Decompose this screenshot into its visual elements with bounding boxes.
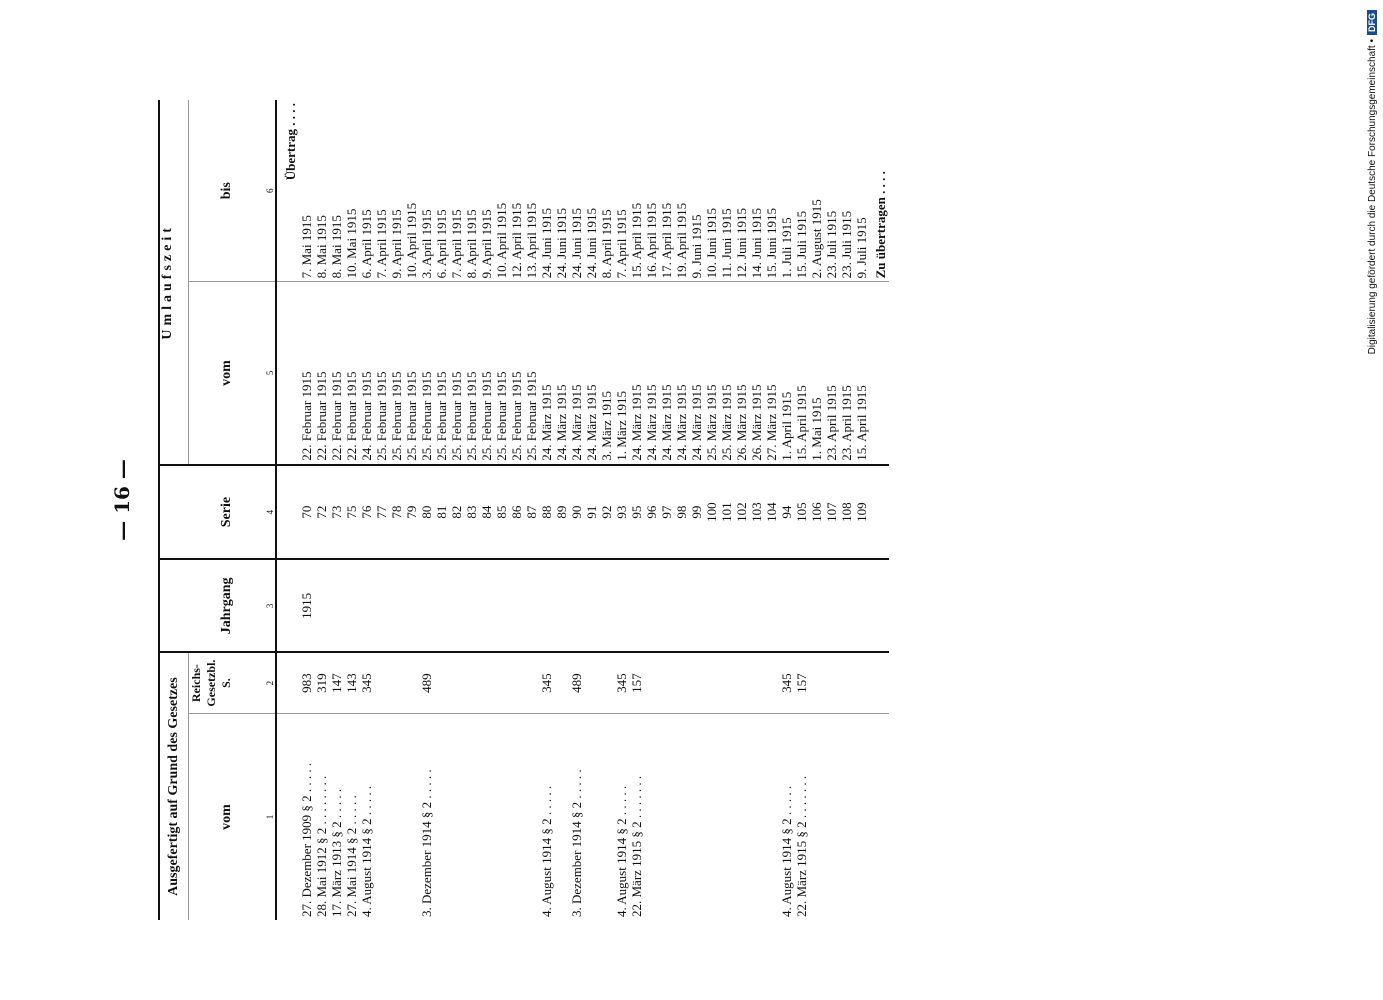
umlauf-bis-line: 8. Mai 1915 [314,215,329,279]
jahrgang [539,559,569,652]
umlauf-von-line: 25. März 1915 [719,384,734,461]
umlauf-bis-line: 1. Juli 1915 [779,217,794,279]
rgbl-page [539,652,569,713]
umlauf-bis-line: 11. Juni 1915 [719,208,734,279]
serie [614,465,629,560]
umlauf-von-line: 22. Februar 1915 [344,371,359,461]
umlauf-bis-line: 7. Mai 1915 [299,215,314,279]
umlauf-von-line: 22. Februar 1915 [299,371,314,461]
umlauf-bis [344,100,359,282]
serie-line: 102 [734,502,749,522]
umlauf-bis-line: 15. Juli 1915 [794,210,809,279]
umlauf-von [539,282,569,465]
table-row [569,100,614,920]
rgbl-page [329,652,344,713]
law-date [314,713,329,920]
rgbl-page [344,652,359,713]
umlauf-von-line: 27. März 1915 [764,384,779,461]
rgbl-page-text: 345 [614,673,629,693]
jahrgang-text: 1915 [299,592,314,619]
serie-line: 104 [764,502,779,522]
colnum-2: 2 [265,652,276,713]
umlauf-bis-line: 10. Juni 1915 [704,207,719,279]
umlauf-von-line: 25. Februar 1915 [494,371,509,461]
serie-line: 94 [779,505,794,519]
law-date-text: 4. August 1914 § 2 . . . . . [779,785,794,917]
umlauf-bis [569,100,614,282]
umlauf-von-line: 24. März 1915 [659,384,674,461]
serie [794,465,869,560]
jahrgang [329,559,344,652]
rgbl-page-text: 157 [629,673,644,693]
jahrgang [359,559,419,652]
rgbl-page [779,652,794,713]
umlauf-von-line: 1. Mai 1915 [809,397,824,461]
header-bis: bis [189,100,266,282]
umlauf-von-line: 24. Februar 1915 [359,371,374,461]
umlauf-bis-line: 14. Juni 1915 [749,207,764,279]
law-date-text: 17. März 1913 § 2 . . . . . [329,788,344,917]
umlauf-von-line: 25. Februar 1915 [509,371,524,461]
rotated-document-page [110,80,1240,920]
serie-line: 81 [434,505,449,519]
umlauf-bis-line: 24. Juni 1915 [569,207,584,279]
serie [359,465,419,560]
serie-line: 87 [524,505,539,519]
serie [314,465,329,560]
colnum-6: 6 [265,100,276,282]
umlauf-von-line: 24. März 1915 [539,384,554,461]
serie-line: 105 [794,502,809,522]
umlauf-von [329,282,344,465]
umlauf-bis-line: 23. Juli 1915 [839,210,854,279]
umlauf-von-line: 25. Februar 1915 [449,371,464,461]
rgbl-page-text: 983 [299,673,314,693]
table-row [629,100,779,920]
umlauf-von-line: 23. April 1915 [824,385,839,461]
table-row [344,100,359,920]
colnum-3: 3 [265,559,276,652]
umlauf-von-line: 26. März 1915 [749,384,764,461]
umlauf-von-line: 1. April 1915 [779,391,794,461]
rgbl-page [629,652,779,713]
rgbl-page [359,652,419,713]
umlauf-bis-line: 6. April 1915 [434,209,449,279]
law-date [569,713,614,920]
umlauf-bis [779,100,794,282]
umlauf-von-line: 25. März 1915 [704,384,719,461]
law-date-text: 4. August 1914 § 2 . . . . . [539,785,554,917]
umlauf-von-line: 24. März 1915 [689,384,704,461]
jahrgang [614,559,629,652]
umlauf-bis [314,100,329,282]
jahrgang [629,559,779,652]
serie-line: 77 [374,505,389,519]
serie-line: 103 [749,502,764,522]
law-date-text: 22. März 1915 § 2 . . . . . . . [794,775,809,917]
umlauf-bis [299,100,314,282]
umlauf-von-line: 15. April 1915 [854,385,869,461]
umlauf-bis-line: 2. August 1915 [809,199,824,279]
serie-line: 82 [449,505,464,519]
umlauf-bis [419,100,539,282]
umlauf-bis-line: 8. Mai 1915 [329,215,344,279]
table-row [329,100,344,920]
umlauf-von-line: 23. April 1915 [839,385,854,461]
serie [299,465,314,560]
rgbl-page-text: 157 [794,673,809,693]
umlauf-von [629,282,779,465]
umlauf-von-line: 24. März 1915 [674,384,689,461]
table-row [314,100,329,920]
serie-line: 73 [329,505,344,519]
rgbl-page [614,652,629,713]
umlauf-bis-line: 10. Mai 1915 [344,208,359,279]
umlauf-bis [794,100,869,282]
serie-line: 84 [479,505,494,519]
law-date-text: 27. Dezember 1909 § 2 . . . . . [299,762,314,917]
law-date-text: 4. August 1914 § 2 . . . . . [359,785,374,917]
zu-uebertragen-label: Zu übertragen . . . . [869,100,889,282]
law-date-text: 28. Mai 1912 § 2 . . . . . . . . [314,775,329,917]
umlauf-von-line: 24. März 1915 [569,384,584,461]
table-row [299,100,314,920]
serie-line: 93 [614,505,629,519]
rgbl-page [794,652,869,713]
table-row [359,100,419,920]
serie-line: 109 [854,502,869,522]
rgbl-page [419,652,539,713]
rgbl-page-text: 143 [344,673,359,693]
serie-line: 107 [824,502,839,522]
jahrgang [794,559,869,652]
umlauf-bis [614,100,629,282]
law-date-text: 4. August 1914 § 2 . . . . . [614,785,629,917]
law-date-text: 27. Mai 1914 § 2 . . . . . [344,795,359,917]
law-date [329,713,344,920]
jahrgang [569,559,614,652]
law-date [359,713,419,920]
dfg-logo: DFG [1367,10,1377,35]
serie [629,465,779,560]
law-date-text: 3. Dezember 1914 § 2 . . . . . [419,769,434,917]
umlauf-von-line: 25. Februar 1915 [389,371,404,461]
umlauf-bis-line: 9. Juli 1915 [854,217,869,279]
jahrgang [419,559,539,652]
rgbl-page-text: 345 [779,673,794,693]
umlauf-von [419,282,539,465]
serie-line: 70 [299,505,314,519]
rgbl-page-text: 319 [314,673,329,693]
serie-line: 98 [674,505,689,519]
umlauf-bis-line: 16. April 1915 [644,202,659,279]
umlauf-von-line: 25. Februar 1915 [419,371,434,461]
serie [539,465,569,560]
serie-line: 89 [554,505,569,519]
serie [569,465,614,560]
umlauf-bis-line: 23. Juli 1915 [824,210,839,279]
serie [344,465,359,560]
header-rgbl: Reichs-Gesetzbl. S. [189,652,266,713]
umlauf-von-line: 25. Februar 1915 [404,371,419,461]
umlauf-bis-line: 12. Juni 1915 [734,207,749,279]
umlauf-bis-line: 15. Juni 1915 [764,207,779,279]
serie-line: 97 [659,505,674,519]
serie-line: 80 [419,505,434,519]
law-date [614,713,629,920]
header-vom: vom [189,713,266,920]
jahrgang [299,559,314,652]
header-jahrgang: Jahrgang [189,559,266,652]
serie-line: 95 [629,505,644,519]
umlauf-von [344,282,359,465]
umlauf-bis-line: 24. Juni 1915 [554,207,569,279]
umlauf-bis-line: 13. April 1915 [524,202,539,279]
rgbl-page-text: 345 [539,673,554,693]
uebertrag-label: Übertrag . . . . [276,100,299,282]
umlauf-von-line: 22. Februar 1915 [314,371,329,461]
umlauf-von-line: 26. März 1915 [734,384,749,461]
umlauf-von-line: 25. Februar 1915 [464,371,479,461]
serie-line: 91 [584,505,599,519]
table-row [419,100,539,920]
rgbl-page-text: 489 [419,673,434,693]
umlauf-bis-line: 7. April 1915 [449,209,464,279]
header-serie: Serie [189,465,266,560]
umlauf-von [794,282,869,465]
rgbl-page [569,652,614,713]
umlauf-bis-line: 3. April 1915 [419,209,434,279]
umlauf-bis-line: 17. April 1915 [659,202,674,279]
umlauf-von [314,282,329,465]
serie-line: 88 [539,505,554,519]
umlauf-von-line: 25. Februar 1915 [479,371,494,461]
rgbl-page-text: 489 [569,673,584,693]
serie-line: 106 [809,502,824,522]
serie-line: 96 [644,505,659,519]
serie [779,465,794,560]
umlauf-von-line: 3. März 1915 [599,391,614,461]
law-date-text: 3. Dezember 1914 § 2 . . . . . [569,769,584,917]
law-date-text: 22. März 1915 § 2 . . . . . . . [629,775,644,917]
umlauf-bis [329,100,344,282]
umlauf-bis-line: 7. April 1915 [374,209,389,279]
umlauf-von-line: 22. Februar 1915 [329,371,344,461]
umlauf-bis-line: 19. April 1915 [674,202,689,279]
page-number: — 16 — [110,459,134,541]
serie-line: 86 [509,505,524,519]
umlauf-bis-line: 9. April 1915 [479,209,494,279]
umlauf-von-line: 15. April 1915 [794,385,809,461]
umlauf-von-line: 24. März 1915 [554,384,569,461]
umlauf-von-line: 25. Februar 1915 [524,371,539,461]
rgbl-page-text: 345 [359,673,374,693]
table-row [539,100,569,920]
serie-line: 75 [344,505,359,519]
umlauf-von-line: 1. März 1915 [614,391,629,461]
serie-line: 101 [719,502,734,522]
umlauf-von-line: 25. Februar 1915 [374,371,389,461]
umlauf-bis [359,100,419,282]
umlauf-bis-line: 24. Juni 1915 [584,207,599,279]
serie [419,465,539,560]
umlauf-bis [629,100,779,282]
umlauf-bis-line: 10. April 1915 [494,202,509,279]
serie-line: 100 [704,502,719,522]
law-date [794,713,869,920]
table-row [794,100,869,920]
serie-line: 76 [359,505,374,519]
umlauf-bis-line: 8. April 1915 [599,209,614,279]
umlauf-bis [539,100,569,282]
law-date [779,713,794,920]
umlauf-von [779,282,794,465]
umlauf-von-line: 24. März 1915 [629,384,644,461]
credit-text: Digitalisierung gefördert durch die Deutsche Forschungsgemeinschaft • [1367,39,1378,355]
law-date [344,713,359,920]
serie-line: 78 [389,505,404,519]
header-group-umlaufszeit: Umlaufszeit [159,100,189,465]
rgbl-page [299,652,314,713]
serie-line: 83 [464,505,479,519]
umlauf-von-line: 25. Februar 1915 [434,371,449,461]
jahrgang [314,559,329,652]
serie-line: 90 [569,505,584,519]
serie-line: 79 [404,505,419,519]
umlauf-bis-line: 8. April 1915 [464,209,479,279]
umlauf-bis-line: 6. April 1915 [359,209,374,279]
umlauf-von [359,282,419,465]
umlauf-von [614,282,629,465]
umlauf-von [569,282,614,465]
umlauf-bis-line: 12. April 1915 [509,202,524,279]
serie-line: 99 [689,505,704,519]
umlauf-bis-line: 7. April 1915 [614,209,629,279]
serie [329,465,344,560]
header-group-law: Ausgefertigt auf Grund des Gesetzes [159,652,189,920]
umlauf-bis-line: 24. Juni 1915 [539,207,554,279]
digitization-credit [1367,10,1383,990]
umlauf-bis-line: 9. Juni 1915 [689,214,704,279]
rgbl-page [314,652,329,713]
table-row [614,100,629,920]
jahrgang [344,559,359,652]
colnum-1: 1 [265,814,275,820]
law-date [629,713,779,920]
jahrgang [779,559,794,652]
colnum-5: 5 [265,282,276,465]
circulation-table [158,100,889,920]
law-date [419,713,539,920]
serie-line: 72 [314,505,329,519]
serie-line: 108 [839,502,854,522]
serie-line: 85 [494,505,509,519]
law-date [299,713,314,920]
header-vom2: vom [189,282,266,465]
umlauf-bis-line: 10. April 1915 [404,202,419,279]
umlauf-bis-line: 15. April 1915 [629,202,644,279]
umlauf-von [299,282,314,465]
umlauf-von-line: 24. März 1915 [644,384,659,461]
rgbl-page-text: 147 [329,673,344,693]
umlauf-von-line: 24. März 1915 [584,384,599,461]
colnum-4: 4 [265,465,276,560]
umlauf-bis-line: 9. April 1915 [389,209,404,279]
law-date [539,713,569,920]
table-row [779,100,794,920]
serie-line: 92 [599,505,614,519]
